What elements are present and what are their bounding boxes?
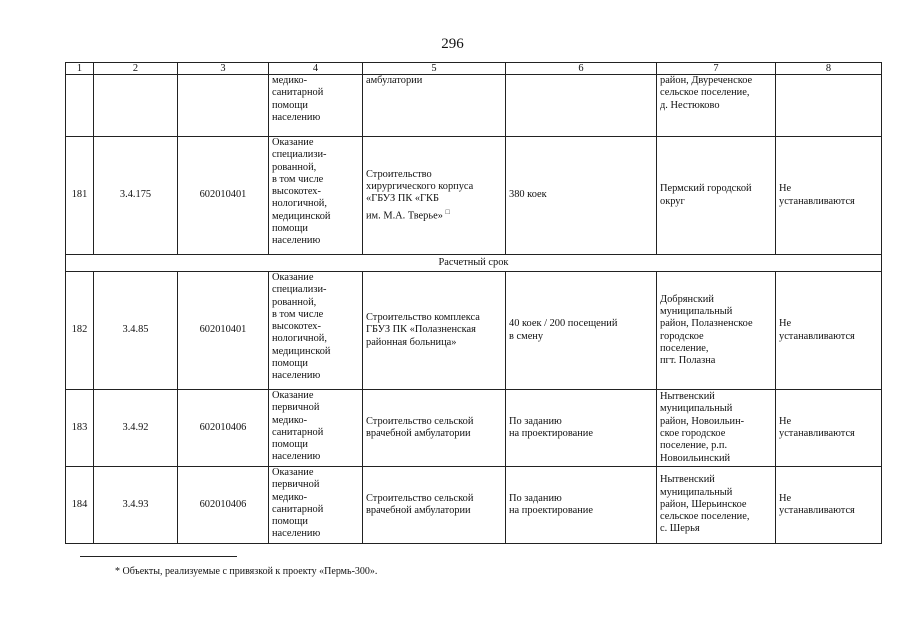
planning-table [65, 62, 882, 544]
column-header: 6 [506, 63, 657, 75]
footnote-mark: □ [445, 207, 450, 216]
footnote-divider [80, 556, 237, 557]
column-header: 5 [363, 63, 506, 75]
cell-zones: Не устанавливаются [776, 467, 882, 544]
cell-classifier: 602010406 [178, 467, 269, 544]
cell-location: Нытвенский муниципальный район, Новоильин- ское городское поселение, р.п. Новоильинский [657, 390, 776, 467]
cell-zones: Не устанавливаются [776, 137, 882, 255]
footnote: * Объекты, реализуемые с привязкой к проекту «Пермь-300». [115, 566, 378, 577]
column-header: 1 [66, 63, 94, 75]
section-label: Расчетный срок [66, 255, 882, 272]
cell-capacity: 380 коек [506, 137, 657, 255]
cell-code: 3.4.175 [94, 137, 178, 255]
cell-object-text: Строительство хирургического корпуса «ГБУЗ ПК «ГКБ им. М.А. Тверье» [366, 168, 474, 222]
cell-code: 3.4.85 [94, 272, 178, 390]
cell-location: Нытвенский муниципальный район, Шерьинское сельское поселение, с. Шерья [657, 467, 776, 544]
cell-classifier: 602010401 [178, 137, 269, 255]
column-header: 3 [178, 63, 269, 75]
cell-code [94, 75, 178, 137]
cell-zones: Не устанавливаются [776, 390, 882, 467]
table-row [66, 137, 882, 255]
cell-number [66, 75, 94, 137]
cell-number: 182 [66, 272, 94, 390]
table-row [66, 75, 882, 137]
cell-classifier: 602010406 [178, 390, 269, 467]
cell-object: Строительство сельской врачебной амбулатории [363, 390, 506, 467]
column-header: 7 [657, 63, 776, 75]
section-row [66, 255, 882, 272]
cell-number: 184 [66, 467, 94, 544]
cell-zones [776, 75, 882, 137]
cell-number: 183 [66, 390, 94, 467]
cell-code: 3.4.92 [94, 390, 178, 467]
cell-purpose: Оказание первичной медико- санитарной помощи населению [269, 390, 363, 467]
cell-object: Строительство комплекса ГБУЗ ПК «Полазненская районная больница» [363, 272, 506, 390]
column-header-row [66, 63, 882, 75]
cell-code: 3.4.93 [94, 467, 178, 544]
cell-purpose: Оказание специализи- рованной, в том числе высокотех- нологичной, медицинской помощи населению [269, 137, 363, 255]
column-header: 8 [776, 63, 882, 75]
cell-object [363, 137, 506, 255]
cell-purpose: медико- санитарной помощи населению [269, 75, 363, 137]
cell-capacity: По заданию на проектирование [506, 390, 657, 467]
cell-capacity: По заданию на проектирование [506, 467, 657, 544]
page-number: 296 [441, 36, 464, 52]
cell-location: Пермский городской округ [657, 137, 776, 255]
cell-location: район, Двуреченское сельское поселение, д. Нестюково [657, 75, 776, 137]
cell-number: 181 [66, 137, 94, 255]
cell-classifier: 602010401 [178, 272, 269, 390]
cell-object: амбулатории [363, 75, 506, 137]
cell-capacity: 40 коек / 200 посещений в смену [506, 272, 657, 390]
column-header: 2 [94, 63, 178, 75]
cell-object: Строительство сельской врачебной амбулатории [363, 467, 506, 544]
column-header: 4 [269, 63, 363, 75]
table-row [66, 467, 882, 544]
table-row [66, 390, 882, 467]
table-row [66, 272, 882, 390]
cell-classifier [178, 75, 269, 137]
cell-purpose: Оказание специализи- рованной, в том числе высокотех- нологичной, медицинской помощи населению [269, 272, 363, 390]
cell-capacity [506, 75, 657, 137]
cell-zones: Не устанавливаются [776, 272, 882, 390]
cell-purpose: Оказание первичной медико- санитарной помощи населению [269, 467, 363, 544]
cell-location: Добрянский муниципальный район, Полазненское городское поселение, пгт. Полазна [657, 272, 776, 390]
